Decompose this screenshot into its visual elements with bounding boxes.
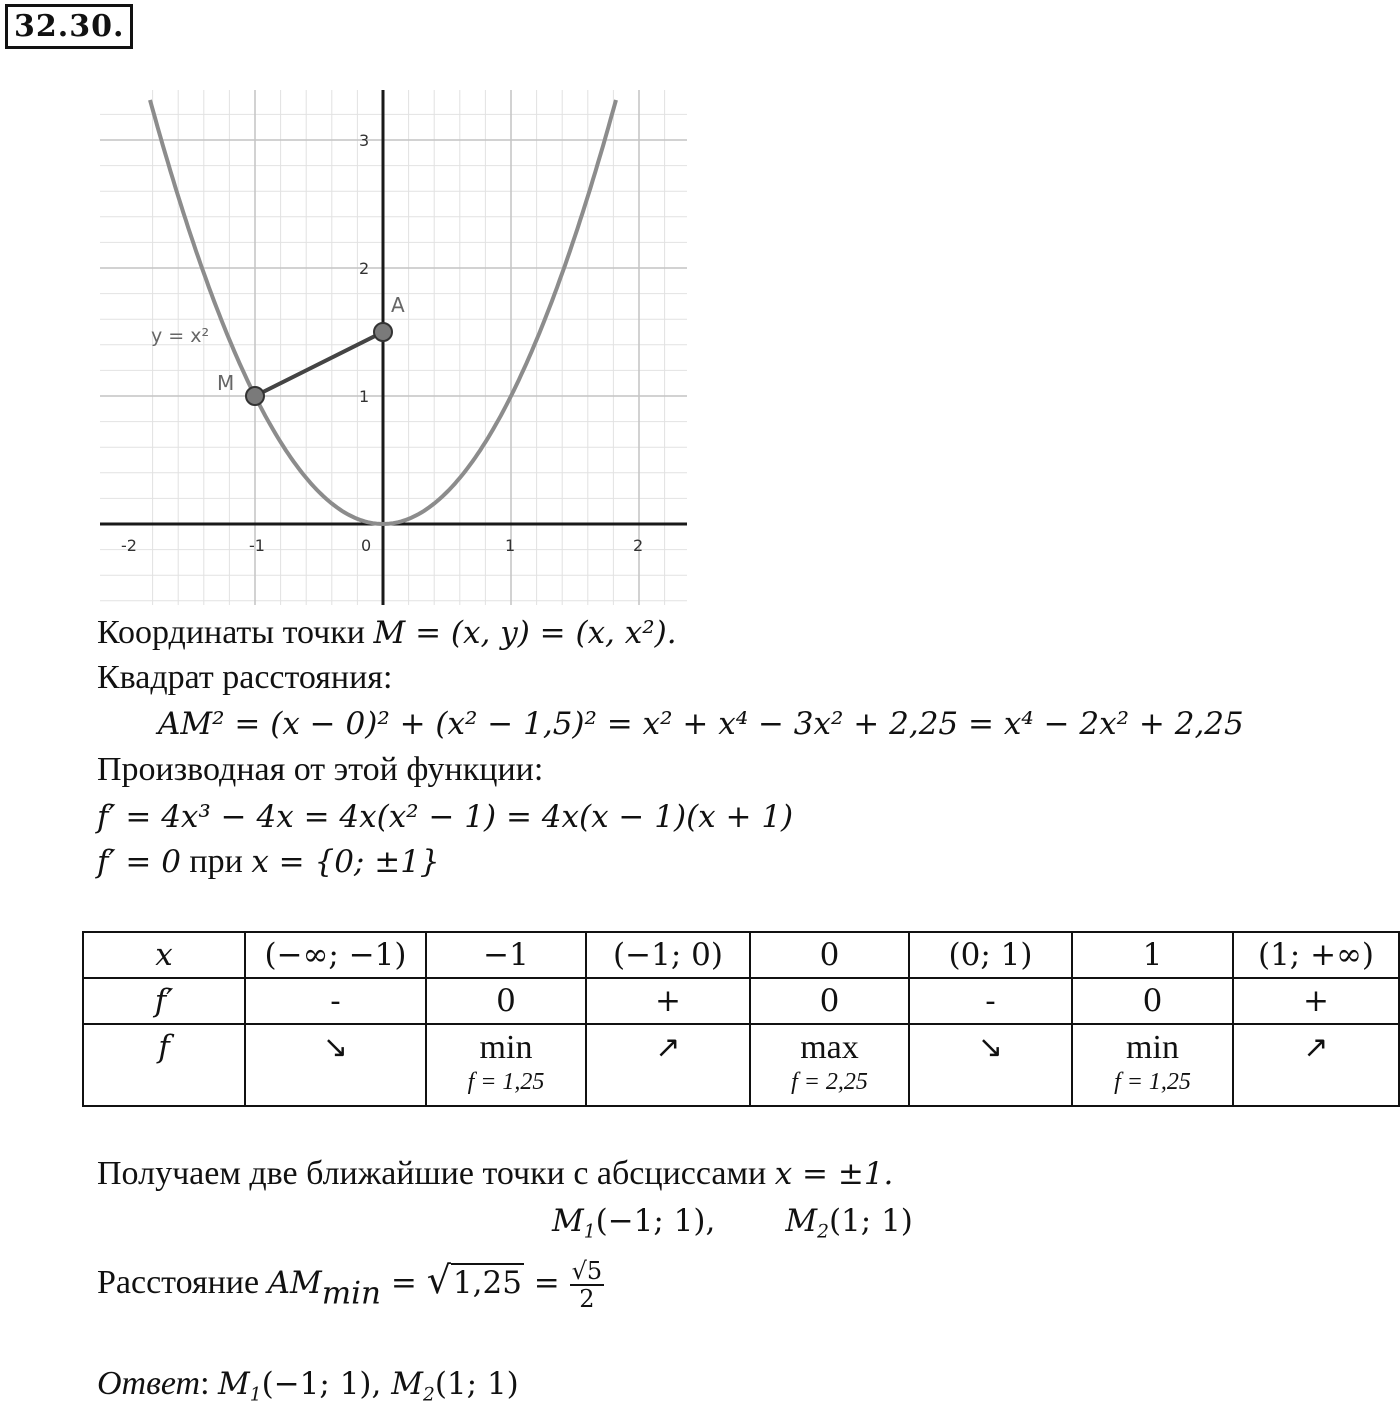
table-cell <box>750 1024 909 1106</box>
extremum-value: f = 1,25 <box>1114 1069 1191 1095</box>
table-cell <box>586 1024 750 1106</box>
table-cell: (−1; 0) <box>586 932 750 978</box>
point-a-label: A <box>391 293 405 317</box>
table-cell <box>1072 1024 1233 1106</box>
problem-number: 32.30. <box>5 4 133 49</box>
y-tick-label: 2 <box>359 259 370 278</box>
table-row-f <box>83 1024 1399 1106</box>
curve-label: y = x² <box>151 325 210 347</box>
text-line-derivative: Производная от этой функции: <box>97 751 544 788</box>
table-cell: 0 <box>1072 978 1233 1024</box>
grid-minor <box>100 90 687 605</box>
equation-min-distance: Расстояние $AM_{min} = √1,25$ = $\frac{√5}{2}$ <box>97 1257 603 1313</box>
table-cell: - <box>909 978 1072 1024</box>
answer-line: Ответ: $M_1(-1$; 1), $M_2(1$; 1) <box>97 1365 519 1406</box>
point-m <box>246 387 264 405</box>
table-cell: 1 <box>1072 932 1233 978</box>
table-cell: f′ <box>83 978 245 1024</box>
text-line-nearest-points: Получаем две ближайшие точки с абсциссами x = ±1. <box>97 1155 894 1192</box>
x-tick-label: 0 <box>361 536 372 555</box>
text-line-coordinates: Координаты точки M = (x, y) = (x, x²). <box>97 614 677 651</box>
table-cell <box>909 1024 1072 1106</box>
extremum-label: max <box>800 1029 859 1066</box>
arrow-up-icon: ↗ <box>1303 1030 1329 1065</box>
table-cell: - <box>245 978 426 1024</box>
equation-derivative-zero: f′ = 0 при x = {0; ±1} <box>97 843 440 880</box>
table-row-x <box>83 932 1399 978</box>
equation-am-squared: AM² = (x − 0)² + (x² − 1,5)² = x² + x⁴ − 3x² + 2,25 = x⁴ − 2x² + 2,25 <box>158 706 1244 742</box>
table-cell <box>426 1024 586 1106</box>
extremum-label: min <box>1126 1029 1179 1066</box>
table-cell <box>245 1024 426 1106</box>
sqrt-icon: √ <box>426 1257 451 1302</box>
y-tick-label: 1 <box>359 387 370 406</box>
grid-major <box>100 90 687 605</box>
arrow-down-icon: ↘ <box>977 1030 1004 1065</box>
x-tick-label: 1 <box>505 536 516 555</box>
table-cell: + <box>586 978 750 1024</box>
point-a <box>374 323 392 341</box>
table-cell: x <box>83 932 245 978</box>
table-cell: 0 <box>750 978 909 1024</box>
extremum-label: min <box>479 1029 533 1066</box>
table-cell: (1; +∞) <box>1233 932 1399 978</box>
text-line-distance-square: Квадрат расстояния: <box>97 659 393 696</box>
fraction: $\frac{√5}{2}$ <box>571 1257 603 1313</box>
x-tick-label: -1 <box>249 536 265 555</box>
parabola-graph <box>95 85 695 610</box>
table-cell: + <box>1233 978 1399 1024</box>
equation-points: $M_1(-1$; 1), $M_2(1$; 1) <box>552 1203 913 1243</box>
table-cell: (−∞; −1) <box>245 932 426 978</box>
extremum-value: f = 2,25 <box>791 1069 868 1095</box>
point-m-label: M <box>217 371 235 395</box>
arrow-up-icon: ↗ <box>655 1030 681 1065</box>
y-tick-label: 3 <box>359 131 370 150</box>
x-tick-label: 2 <box>633 536 644 555</box>
table-cell: 0 <box>750 932 909 978</box>
arrow-down-icon: ↘ <box>322 1030 349 1065</box>
equation-derivative: f′ = 4x³ − 4x = 4x(x² − 1) = 4x(x − 1)(x + 1) <box>97 799 794 835</box>
table-cell: −1 <box>426 932 586 978</box>
table-cell <box>1233 1024 1399 1106</box>
table-cell: f <box>83 1024 245 1106</box>
table-cell: 0 <box>426 978 586 1024</box>
sign-table <box>82 931 1400 1107</box>
table-row-fprime <box>83 978 1399 1024</box>
x-tick-label: -2 <box>121 536 137 555</box>
extremum-value: f = 1,25 <box>467 1069 545 1095</box>
table-cell: (0; 1) <box>909 932 1072 978</box>
